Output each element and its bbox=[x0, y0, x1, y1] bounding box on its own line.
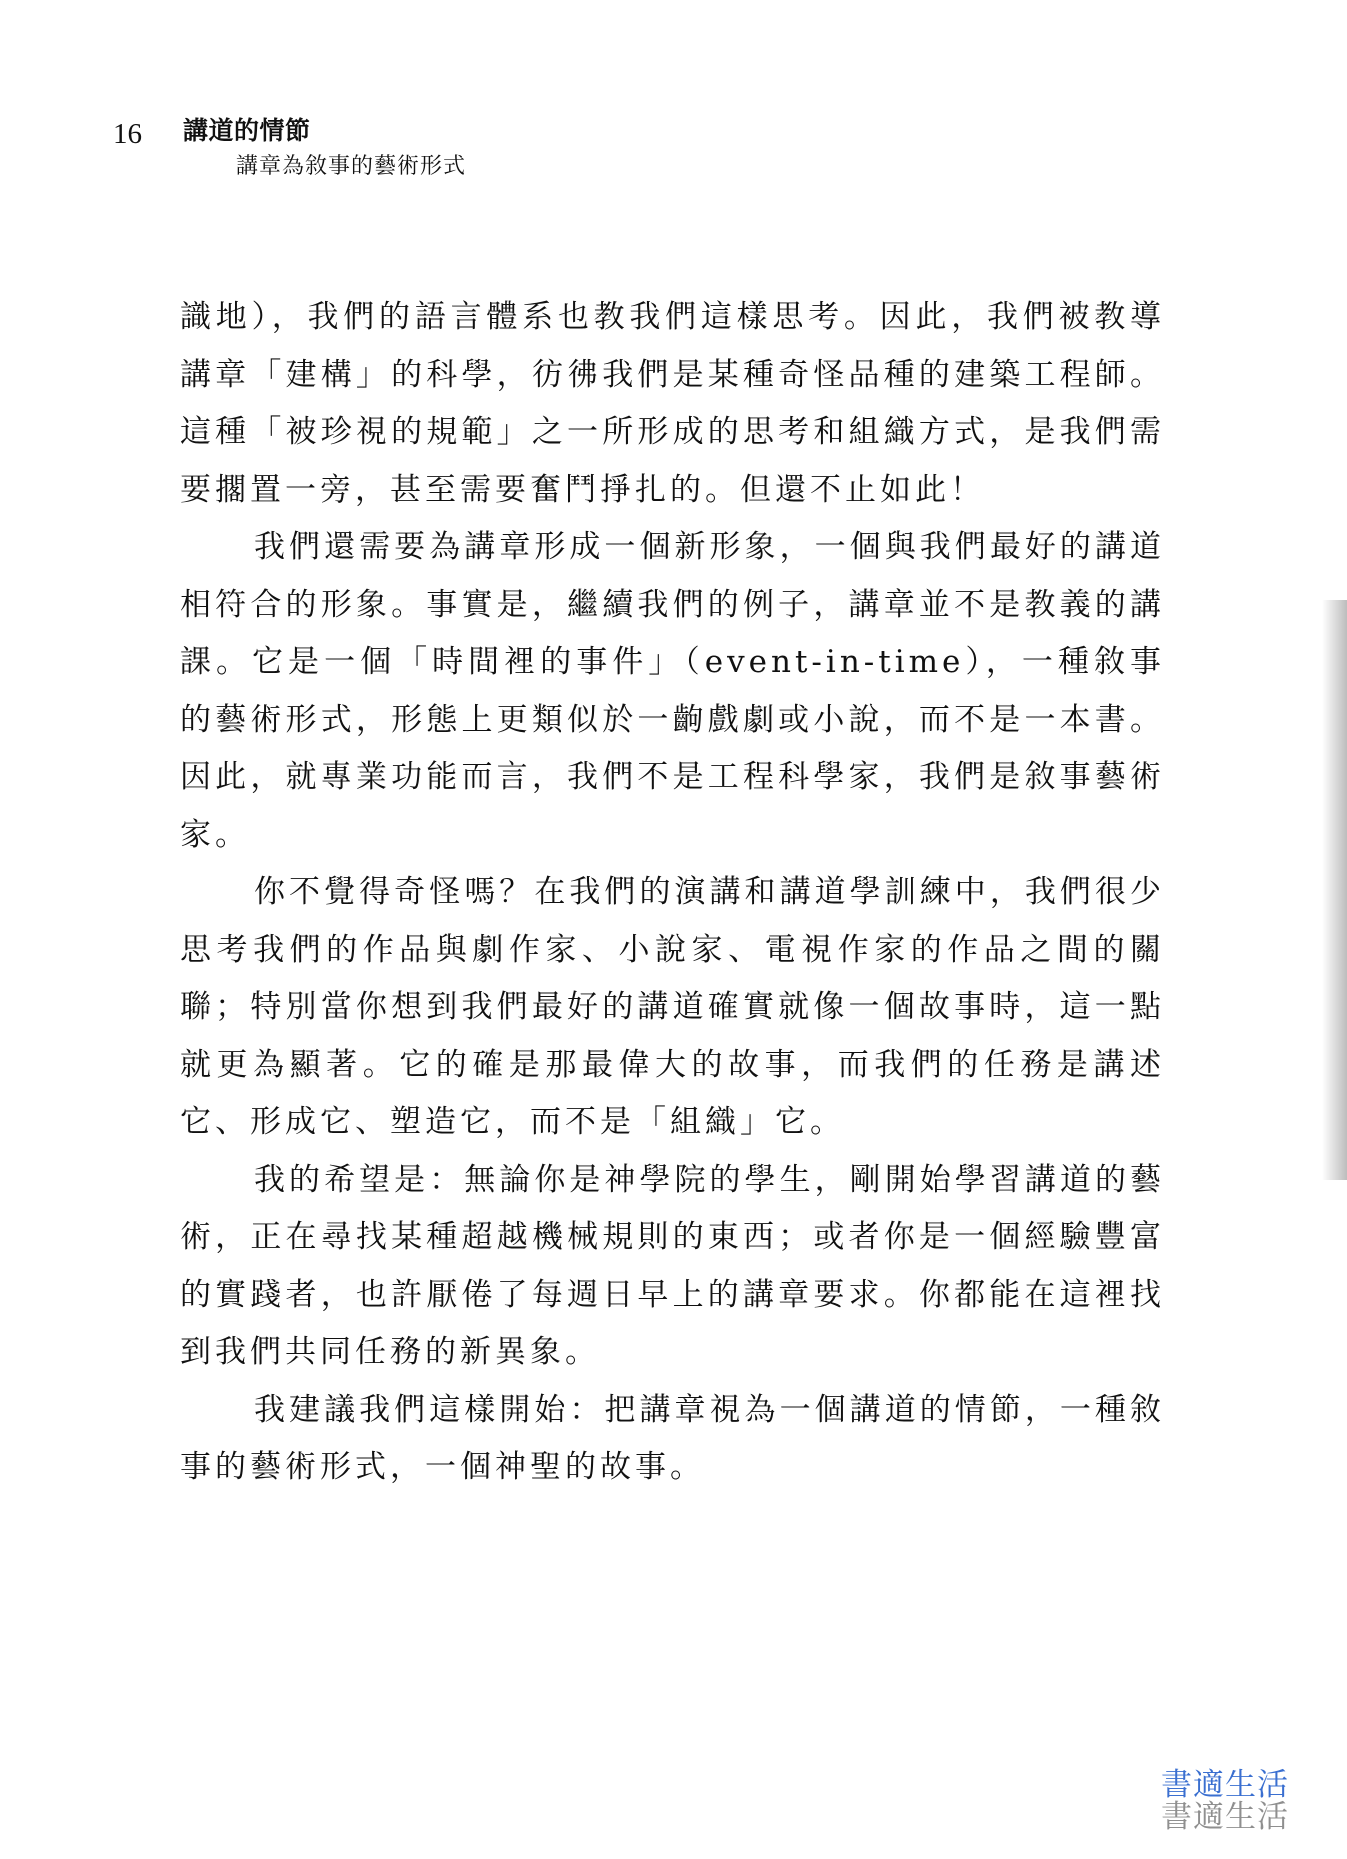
paragraph-continuation: 識地），我們的語言體系也教我們這樣思考。因此，我們被教導講章「建構」的科學，彷彿我們是某種奇怪品種的建築工程師。這種「被珍視的規範」之一所形成的思考和組織方式，是我們需要擱置一旁，甚至需要奮鬥掙扎的。但還不止如此！ bbox=[180, 299, 1165, 508]
page-number: 16 bbox=[113, 118, 142, 150]
chapter-title: 講章為敘事的藝術形式 bbox=[236, 154, 467, 179]
paragraph-new-image: 我們還需要為講章形成一個新形象，一個與我們最好的講道相符合的形象。事實是，繼續我們的例子，講章並不是教義的講課。它是一個「時間裡的事件」（event-in-time），一種敘事的藝術形式，形態上更類似於一齣戲劇或小說，而不是一本書。因此，就專業功能而言，我們不是工程科學家，我們是敘事藝術家。 bbox=[180, 529, 1165, 853]
paragraph-hope: 我的希望是：無論你是神學院的學生，剛開始學習講道的藝術，正在尋找某種超越機械規則的東西；或者你是一個經驗豐富的實踐者，也許厭倦了每週日早上的講章要求。你都能在這裡找到我們共同任務的新異象。 bbox=[180, 1161, 1165, 1370]
book-title: 講道的情節 bbox=[183, 116, 311, 145]
body-text bbox=[180, 289, 1165, 1497]
publisher-watermark bbox=[1161, 1769, 1289, 1833]
paragraph-strange: 你不覺得奇怪嗎？在我們的演講和講道學訓練中，我們很少思考我們的作品與劇作家、小說家、電視作家的作品之間的關聯；特別當你想到我們最好的講道確實就像一個故事時，這一點就更為顯著。它的確是那最偉大的故事，而我們的任務是講述它、形成它、塑造它，而不是「組織」它。 bbox=[180, 874, 1165, 1140]
running-header bbox=[113, 116, 763, 196]
page-edge-shadow bbox=[1322, 600, 1347, 1180]
watermark-line-blue: 書適生活 bbox=[1161, 1767, 1289, 1803]
paragraph-suggestion: 我建議我們這樣開始：把講章視為一個講道的情節，一種敘事的藝術形式，一個神聖的故事。 bbox=[180, 1391, 1165, 1485]
watermark-line-gray: 書適生活 bbox=[1161, 1799, 1289, 1835]
